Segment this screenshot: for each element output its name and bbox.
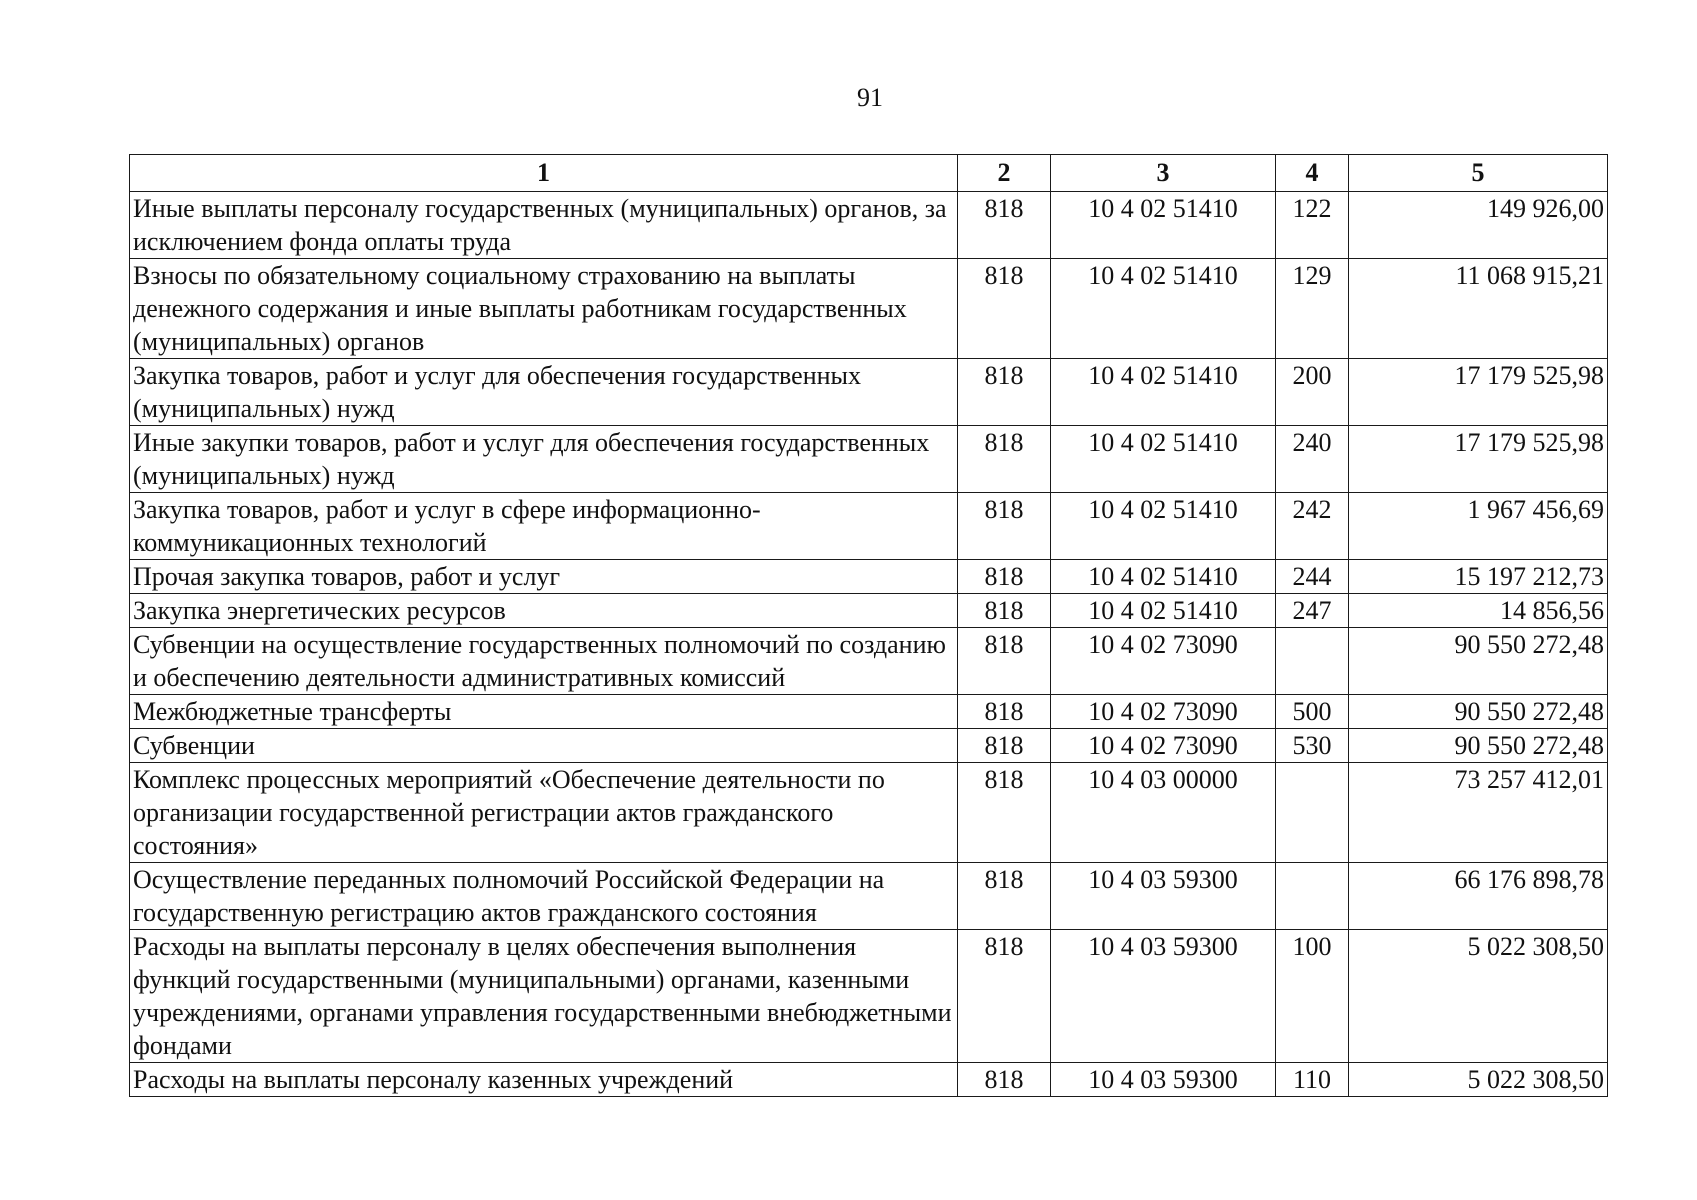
row-csr-code: 10 4 02 51410	[1051, 594, 1276, 628]
row-name: Осуществление переданных полномочий Российской Федерации на государственную регистрацию актов гражданского состояния	[130, 863, 958, 930]
table-row	[130, 560, 1608, 594]
header-col-1: 1	[130, 155, 958, 192]
row-name: Субвенции на осуществление государственных полномочий по созданию и обеспечению деятельности административных комиссий	[130, 628, 958, 695]
row-csr-code: 10 4 02 51410	[1051, 359, 1276, 426]
row-vr-code: 122	[1276, 192, 1349, 259]
row-gr-code: 818	[958, 863, 1051, 930]
page-number: 91	[857, 83, 883, 112]
row-csr-code: 10 4 02 73090	[1051, 729, 1276, 763]
row-amount: 15 197 212,73	[1349, 560, 1608, 594]
row-csr-code: 10 4 02 51410	[1051, 493, 1276, 560]
header-row	[130, 155, 1608, 192]
row-name: Прочая закупка товаров, работ и услуг	[130, 560, 958, 594]
row-csr-code: 10 4 02 51410	[1051, 259, 1276, 359]
row-gr-code: 818	[958, 695, 1051, 729]
row-vr-code: 242	[1276, 493, 1349, 560]
row-csr-code: 10 4 02 73090	[1051, 695, 1276, 729]
row-gr-code: 818	[958, 560, 1051, 594]
row-gr-code: 818	[958, 426, 1051, 493]
row-name: Иные закупки товаров, работ и услуг для обеспечения государственных (муниципальных) нужд	[130, 426, 958, 493]
row-amount: 149 926,00	[1349, 192, 1608, 259]
table-row	[130, 628, 1608, 695]
row-amount: 17 179 525,98	[1349, 426, 1608, 493]
row-vr-code: 500	[1276, 695, 1349, 729]
row-vr-code: 100	[1276, 930, 1349, 1063]
budget-table	[129, 154, 1608, 1097]
row-gr-code: 818	[958, 259, 1051, 359]
table-row	[130, 729, 1608, 763]
header-col-2: 2	[958, 155, 1051, 192]
table-row	[130, 763, 1608, 863]
header-col-4: 4	[1276, 155, 1349, 192]
table-row	[130, 259, 1608, 359]
row-name: Закупка товаров, работ и услуг для обеспечения государственных (муниципальных) нужд	[130, 359, 958, 426]
row-name: Закупка энергетических ресурсов	[130, 594, 958, 628]
header-col-3: 3	[1051, 155, 1276, 192]
header-col-5: 5	[1349, 155, 1608, 192]
row-name: Расходы на выплаты персоналу казенных учреждений	[130, 1063, 958, 1097]
row-amount: 5 022 308,50	[1349, 930, 1608, 1063]
row-amount: 17 179 525,98	[1349, 359, 1608, 426]
row-csr-code: 10 4 02 51410	[1051, 560, 1276, 594]
row-name: Субвенции	[130, 729, 958, 763]
row-csr-code: 10 4 02 51410	[1051, 192, 1276, 259]
row-name: Закупка товаров, работ и услуг в сфере информационно-коммуникационных технологий	[130, 493, 958, 560]
row-amount: 66 176 898,78	[1349, 863, 1608, 930]
row-csr-code: 10 4 02 73090	[1051, 628, 1276, 695]
row-amount: 90 550 272,48	[1349, 729, 1608, 763]
table-row	[130, 426, 1608, 493]
row-name: Взносы по обязательному социальному страхованию на выплаты денежного содержания и иные выплаты работникам государственных (муниципальных) органов	[130, 259, 958, 359]
row-name: Иные выплаты персоналу государственных (муниципальных) органов, за исключением фонда оплаты труда	[130, 192, 958, 259]
row-amount: 90 550 272,48	[1349, 695, 1608, 729]
row-csr-code: 10 4 03 00000	[1051, 763, 1276, 863]
table-row	[130, 930, 1608, 1063]
row-amount: 14 856,56	[1349, 594, 1608, 628]
row-vr-code: 247	[1276, 594, 1349, 628]
row-gr-code: 818	[958, 1063, 1051, 1097]
row-vr-code: 530	[1276, 729, 1349, 763]
row-vr-code: 244	[1276, 560, 1349, 594]
row-gr-code: 818	[958, 763, 1051, 863]
table-row	[130, 594, 1608, 628]
table-row	[130, 359, 1608, 426]
row-csr-code: 10 4 03 59300	[1051, 1063, 1276, 1097]
table-row	[130, 863, 1608, 930]
row-csr-code: 10 4 03 59300	[1051, 930, 1276, 1063]
row-amount: 5 022 308,50	[1349, 1063, 1608, 1097]
row-gr-code: 818	[958, 192, 1051, 259]
row-amount: 73 257 412,01	[1349, 763, 1608, 863]
row-vr-code	[1276, 863, 1349, 930]
table-row	[130, 192, 1608, 259]
table-row	[130, 1063, 1608, 1097]
row-vr-code	[1276, 763, 1349, 863]
table-row	[130, 493, 1608, 560]
row-csr-code: 10 4 03 59300	[1051, 863, 1276, 930]
row-gr-code: 818	[958, 628, 1051, 695]
row-amount: 11 068 915,21	[1349, 259, 1608, 359]
row-gr-code: 818	[958, 729, 1051, 763]
row-gr-code: 818	[958, 493, 1051, 560]
row-gr-code: 818	[958, 594, 1051, 628]
row-vr-code: 200	[1276, 359, 1349, 426]
row-vr-code: 110	[1276, 1063, 1349, 1097]
table-row	[130, 695, 1608, 729]
row-name: Комплекс процессных мероприятий «Обеспечение деятельности по организации государственной регистрации актов гражданского состояния»	[130, 763, 958, 863]
row-amount: 1 967 456,69	[1349, 493, 1608, 560]
row-amount: 90 550 272,48	[1349, 628, 1608, 695]
row-vr-code: 240	[1276, 426, 1349, 493]
row-gr-code: 818	[958, 930, 1051, 1063]
row-name: Межбюджетные трансферты	[130, 695, 958, 729]
row-name: Расходы на выплаты персоналу в целях обеспечения выполнения функций государственными (муниципальными) органами, казенными учреждениями, органами управления государственными внебюджетными фондами	[130, 930, 958, 1063]
row-vr-code: 129	[1276, 259, 1349, 359]
row-vr-code	[1276, 628, 1349, 695]
row-gr-code: 818	[958, 359, 1051, 426]
row-csr-code: 10 4 02 51410	[1051, 426, 1276, 493]
